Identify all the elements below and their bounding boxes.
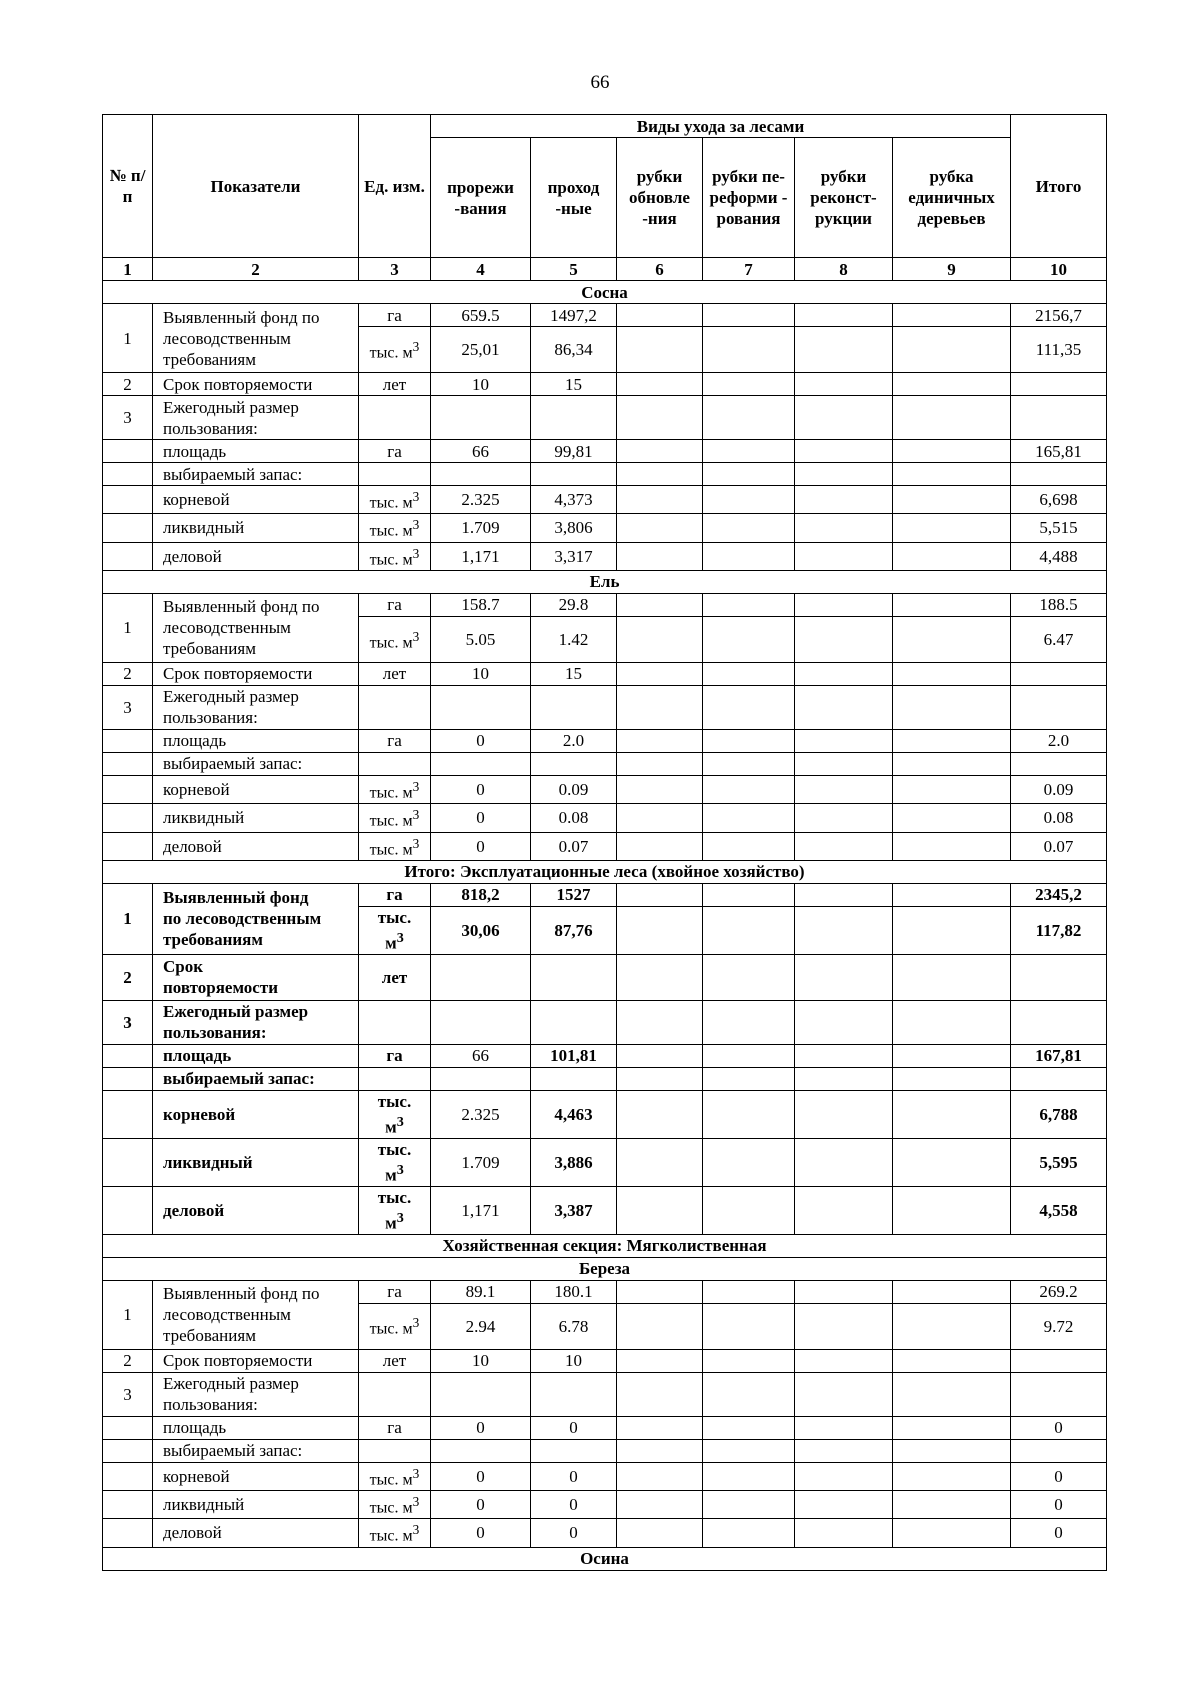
total-cell: 5,515 [1011, 514, 1107, 542]
total-cell: 6,698 [1011, 486, 1107, 514]
value-cell: 1.709 [431, 1138, 531, 1186]
row-number: 2 [103, 954, 153, 1000]
table-row [103, 463, 1107, 486]
unit-cell: тыс. $м^3$ [359, 1138, 431, 1186]
value-cell: 10 [431, 1349, 531, 1372]
table-row [103, 685, 1107, 729]
total-cell: 0 [1011, 1519, 1107, 1547]
header-group-title: Виды ухода за лесами [431, 115, 1011, 138]
table-row [103, 593, 1107, 616]
indicator-area: площадь [153, 1044, 359, 1067]
section-title-spruce: Ель [103, 570, 1107, 593]
value-cell: 1,171 [431, 1186, 531, 1234]
indicator-fund: Выявленный фонд по лесоводственным требованиям [153, 883, 359, 954]
unit-cell: лет [359, 662, 431, 685]
unit-cell: га [359, 729, 431, 752]
unit-cell: тыс. $м^3$ [359, 514, 431, 542]
unit-cell: лет [359, 1349, 431, 1372]
value-cell: 0 [531, 1519, 617, 1547]
header-row-1 [103, 115, 1107, 138]
row-number: 3 [103, 1000, 153, 1044]
table-row [103, 1519, 1107, 1547]
table-row [103, 1067, 1107, 1090]
indicator-area: площадь [153, 440, 359, 463]
indicator-fund: Выявленный фонд по лесоводственным требованиям [153, 593, 359, 662]
value-cell: 1497,2 [531, 304, 617, 327]
unit-cell: тыс. $м^3$ [359, 804, 431, 832]
value-cell: 0.08 [531, 804, 617, 832]
indicator-stock: выбираемый запас: [153, 752, 359, 775]
indicator-period: Срок повторяемости [153, 954, 359, 1000]
col-number: 3 [359, 258, 431, 281]
unit-cell: тыс. $м^3$ [359, 1090, 431, 1138]
value-cell: 0 [531, 1490, 617, 1518]
unit-cell: лет [359, 373, 431, 396]
table-row [103, 729, 1107, 752]
indicator-business: деловой [153, 542, 359, 570]
total-cell: 5,595 [1011, 1138, 1107, 1186]
value-cell: 25,01 [431, 327, 531, 373]
total-cell: 9.72 [1011, 1303, 1107, 1349]
value-cell: 4,463 [531, 1090, 617, 1138]
total-cell: 167,81 [1011, 1044, 1107, 1067]
header-passing: проход -ные [531, 138, 617, 258]
header-reformation: рубки пе- реформи - рования [703, 138, 795, 258]
indicator-root: корневой [153, 1462, 359, 1490]
value-cell: 1,171 [431, 542, 531, 570]
table-row [103, 1044, 1107, 1067]
table-row [103, 1416, 1107, 1439]
value-cell: 1.709 [431, 514, 531, 542]
unit-cell: тыс. $м^3$ [359, 542, 431, 570]
indicator-business: деловой [153, 1519, 359, 1547]
table-row [103, 1372, 1107, 1416]
col-number: 9 [893, 258, 1011, 281]
unit-cell: тыс. $м^3$ [359, 1303, 431, 1349]
indicator-area: площадь [153, 729, 359, 752]
row-number: 1 [103, 304, 153, 373]
section-title-total: Итого: Эксплуатационные леса (хвойное хозяйство) [103, 860, 1107, 883]
page-number: 66 [590, 72, 610, 93]
table-row [103, 542, 1107, 570]
forest-care-table [102, 114, 1107, 1571]
value-cell: 5.05 [431, 616, 531, 662]
col-number: 5 [531, 258, 617, 281]
value-cell: 3,387 [531, 1186, 617, 1234]
value-cell: 66 [431, 1044, 531, 1067]
value-cell: 15 [531, 662, 617, 685]
value-cell: 659.5 [431, 304, 531, 327]
value-cell: 10 [531, 1349, 617, 1372]
value-cell: 0 [431, 1519, 531, 1547]
total-cell: 0 [1011, 1416, 1107, 1439]
col-number: 7 [703, 258, 795, 281]
indicator-annual: Ежегодный размер пользования: [153, 685, 359, 729]
value-cell: 66 [431, 440, 531, 463]
total-cell: 0.08 [1011, 804, 1107, 832]
unit-cell: тыс. $м^3$ [359, 906, 431, 954]
value-cell: 2.325 [431, 486, 531, 514]
indicator-period: Срок повторяемости [153, 373, 359, 396]
table-row [103, 440, 1107, 463]
unit-cell: тыс. $м^3$ [359, 832, 431, 860]
col-number: 6 [617, 258, 703, 281]
table-row [103, 804, 1107, 832]
value-cell: 0 [431, 1490, 531, 1518]
table-row [103, 396, 1107, 440]
indicator-annual: Ежегодный размер пользования: [153, 1000, 359, 1044]
col-number: 8 [795, 258, 893, 281]
value-cell: 15 [531, 373, 617, 396]
value-cell: 0 [431, 729, 531, 752]
value-cell: 30,06 [431, 906, 531, 954]
value-cell: 101,81 [531, 1044, 617, 1067]
header-thinning: прорежи -вания [431, 138, 531, 258]
total-cell: 2345,2 [1011, 883, 1107, 906]
unit-cell: га [359, 1280, 431, 1303]
total-cell: 2156,7 [1011, 304, 1107, 327]
total-cell: 188.5 [1011, 593, 1107, 616]
unit-cell: тыс. $м^3$ [359, 616, 431, 662]
table-row [103, 662, 1107, 685]
row-number: 2 [103, 662, 153, 685]
value-cell: 0 [531, 1462, 617, 1490]
row-number: 2 [103, 373, 153, 396]
unit-cell: тыс. $м^3$ [359, 1490, 431, 1518]
value-cell: 3,806 [531, 514, 617, 542]
indicator-business: деловой [153, 1186, 359, 1234]
value-cell: 99,81 [531, 440, 617, 463]
value-cell: 2.325 [431, 1090, 531, 1138]
total-cell: 117,82 [1011, 906, 1107, 954]
value-cell: 0 [431, 804, 531, 832]
table-row [103, 1349, 1107, 1372]
header-numbers-row [103, 258, 1107, 281]
section-title-soft: Хозяйственная секция: Мягколиственная [103, 1234, 1107, 1257]
value-cell: 10 [431, 373, 531, 396]
indicator-annual: Ежегодный размер пользования: [153, 396, 359, 440]
indicator-root: корневой [153, 775, 359, 803]
section-title-pine: Сосна [103, 281, 1107, 304]
value-cell: 0 [431, 832, 531, 860]
table-row [103, 752, 1107, 775]
value-cell: 1527 [531, 883, 617, 906]
total-cell: 111,35 [1011, 327, 1107, 373]
col-number: 2 [153, 258, 359, 281]
table-row [103, 1186, 1107, 1234]
indicator-annual: Ежегодный размер пользования: [153, 1372, 359, 1416]
table-row [103, 304, 1107, 327]
value-cell: 0 [431, 1462, 531, 1490]
section-title-aspen: Осина [103, 1547, 1107, 1570]
unit-cell: тыс. $м^3$ [359, 486, 431, 514]
total-cell: 165,81 [1011, 440, 1107, 463]
indicator-stock: выбираемый запас: [153, 1439, 359, 1462]
total-cell: 269.2 [1011, 1280, 1107, 1303]
indicator-root: корневой [153, 1090, 359, 1138]
table-row [103, 1138, 1107, 1186]
header-total: Итого [1011, 115, 1107, 258]
indicator-period: Срок повторяемости [153, 662, 359, 685]
header-indicator: Показатели [153, 115, 359, 258]
total-cell: 0.09 [1011, 775, 1107, 803]
row-number: 3 [103, 685, 153, 729]
unit-cell: га [359, 1044, 431, 1067]
header-reconstruction: рубки реконст- рукции [795, 138, 893, 258]
value-cell: 180.1 [531, 1280, 617, 1303]
value-cell: 3,886 [531, 1138, 617, 1186]
value-cell: 0.07 [531, 832, 617, 860]
table-row [103, 883, 1107, 906]
indicator-stock: выбираемый запас: [153, 1067, 359, 1090]
indicator-period: Срок повторяемости [153, 1349, 359, 1372]
total-cell: 0 [1011, 1462, 1107, 1490]
row-number: 3 [103, 396, 153, 440]
table-row [103, 373, 1107, 396]
table-row [103, 954, 1107, 1000]
indicator-liquid: ликвидный [153, 804, 359, 832]
indicator-liquid: ликвидный [153, 1490, 359, 1518]
table-row [103, 1280, 1107, 1303]
row-number: 1 [103, 593, 153, 662]
value-cell: 10 [431, 662, 531, 685]
indicator-business: деловой [153, 832, 359, 860]
unit-cell: тыс. $м^3$ [359, 1462, 431, 1490]
row-number: 2 [103, 1349, 153, 1372]
table-row [103, 775, 1107, 803]
value-cell: 158.7 [431, 593, 531, 616]
header-unit: Ед. изм. [359, 115, 431, 258]
value-cell: 2.94 [431, 1303, 531, 1349]
row-number: 1 [103, 883, 153, 954]
value-cell: 0.09 [531, 775, 617, 803]
indicator-liquid: ликвидный [153, 514, 359, 542]
table-row [103, 486, 1107, 514]
indicator-root: корневой [153, 486, 359, 514]
value-cell: 29.8 [531, 593, 617, 616]
value-cell: 87,76 [531, 906, 617, 954]
value-cell: 4,373 [531, 486, 617, 514]
total-cell: 2.0 [1011, 729, 1107, 752]
col-number: 10 [1011, 258, 1107, 281]
unit-cell: тыс. $м^3$ [359, 1186, 431, 1234]
table-row [103, 1490, 1107, 1518]
table-row [103, 1090, 1107, 1138]
indicator-liquid: ликвидный [153, 1138, 359, 1186]
unit-cell: га [359, 440, 431, 463]
table-row [103, 1000, 1107, 1044]
total-cell: 6,788 [1011, 1090, 1107, 1138]
unit-cell: га [359, 1416, 431, 1439]
unit-cell: тыс. $м^3$ [359, 1519, 431, 1547]
indicator-fund: Выявленный фонд по лесоводственным требованиям [153, 1280, 359, 1349]
row-number: 3 [103, 1372, 153, 1416]
header-num: № п/п [103, 115, 153, 258]
unit-cell: га [359, 593, 431, 616]
header-single-trees: рубка единичных деревьев [893, 138, 1011, 258]
unit-cell: лет [359, 954, 431, 1000]
indicator-stock: выбираемый запас: [153, 463, 359, 486]
value-cell: 3,317 [531, 542, 617, 570]
col-number: 1 [103, 258, 153, 281]
unit-cell: га [359, 304, 431, 327]
row-number: 1 [103, 1280, 153, 1349]
indicator-area: площадь [153, 1416, 359, 1439]
col-number: 4 [431, 258, 531, 281]
total-cell: 0 [1011, 1490, 1107, 1518]
total-cell: 6.47 [1011, 616, 1107, 662]
value-cell: 6.78 [531, 1303, 617, 1349]
table-row [103, 1462, 1107, 1490]
total-cell: 4,558 [1011, 1186, 1107, 1234]
unit-cell: га [359, 883, 431, 906]
value-cell: 86,34 [531, 327, 617, 373]
value-cell: 89.1 [431, 1280, 531, 1303]
value-cell: 818,2 [431, 883, 531, 906]
header-renewal: рубки обновле -ния [617, 138, 703, 258]
total-cell: 0.07 [1011, 832, 1107, 860]
value-cell: 0 [431, 775, 531, 803]
unit-cell: тыс. $м^3$ [359, 775, 431, 803]
value-cell: 0 [531, 1416, 617, 1439]
indicator-fund: Выявленный фонд по лесоводственным требованиям [153, 304, 359, 373]
value-cell: 1.42 [531, 616, 617, 662]
value-cell: 0 [431, 1416, 531, 1439]
value-cell: 2.0 [531, 729, 617, 752]
table-row [103, 514, 1107, 542]
table-row [103, 1439, 1107, 1462]
total-cell: 4,488 [1011, 542, 1107, 570]
table-row [103, 832, 1107, 860]
section-title-birch: Береза [103, 1257, 1107, 1280]
unit-cell: тыс. $м^3$ [359, 327, 431, 373]
